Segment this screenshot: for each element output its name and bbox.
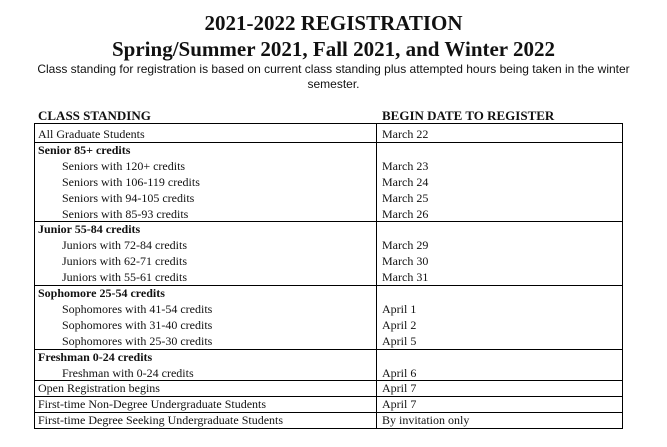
standing-label: Juniors with 72-84 credits [62,238,187,253]
standing-label: Seniors with 94-105 credits [62,190,195,205]
group-label: Sophomore 25-54 credits [38,286,165,300]
begin-date: April 1 [382,301,417,316]
standing-label: Sophomores with 31-40 credits [62,317,213,332]
standing-note: Class standing for registration is based on current class standing plus attempted hours being taken in the winter semester. [37,62,630,91]
standing-label: First-time Non-Degree Undergraduate Students [38,397,267,412]
table-row [34,286,623,301]
table-row [34,413,623,428]
table-row [34,222,623,237]
standing-label: Seniors with 85-93 credits [62,206,189,221]
begin-date: March 26 [382,206,429,221]
begin-date: March 22 [382,127,429,141]
table-row [34,397,623,412]
table-row [34,127,623,142]
standing-label: First-time Degree Seeking Undergraduate Students [38,413,284,428]
standing-label: Open Registration begins [38,381,160,396]
standing-label: Sophomores with 41-54 credits [62,301,213,316]
table-row [34,318,623,333]
begin-date: March 30 [382,254,429,269]
begin-date: April 6 [382,365,417,380]
table-row [34,381,623,396]
begin-date: March 31 [382,270,429,285]
standing-label: Juniors with 55-61 credits [62,270,187,285]
header-class-standing: CLASS STANDING [38,108,151,123]
begin-date: March 23 [382,158,429,173]
table-row [34,191,623,206]
table-row [34,143,623,158]
begin-date: March 29 [382,238,429,253]
page-title: 2021-2022 REGISTRATION [204,11,463,35]
table-row [34,254,623,269]
table-row [34,207,623,222]
header-begin-date: BEGIN DATE TO REGISTER [382,108,555,123]
page-subtitle: Spring/Summer 2021, Fall 2021, and Winter 2022 [112,37,555,61]
standing-label: Juniors with 62-71 credits [62,254,187,269]
standing-label: All Graduate Students [38,127,145,141]
begin-date: April 7 [382,381,417,396]
table-row [34,350,623,365]
begin-date: April 2 [382,317,417,332]
table-row [34,238,623,253]
group-label: Freshman 0-24 credits [38,349,153,364]
table-row [34,175,623,190]
standing-label: Seniors with 120+ credits [62,158,186,173]
table-row [34,159,623,174]
standing-label: Freshman with 0-24 credits [62,365,194,380]
group-label: Junior 55-84 credits [38,222,141,237]
begin-date: March 24 [382,174,429,189]
table-row [34,270,623,285]
begin-date: April 5 [382,333,417,348]
begin-date: By invitation only [382,413,470,428]
group-label: Senior 85+ credits [38,142,131,157]
table-row [34,302,623,317]
begin-date: March 25 [382,190,429,205]
standing-label: Sophomores with 25-30 credits [62,333,213,348]
begin-date: April 7 [382,397,417,412]
table-row [34,334,623,349]
table-row [34,366,623,381]
standing-label: Seniors with 106-119 credits [62,174,200,189]
